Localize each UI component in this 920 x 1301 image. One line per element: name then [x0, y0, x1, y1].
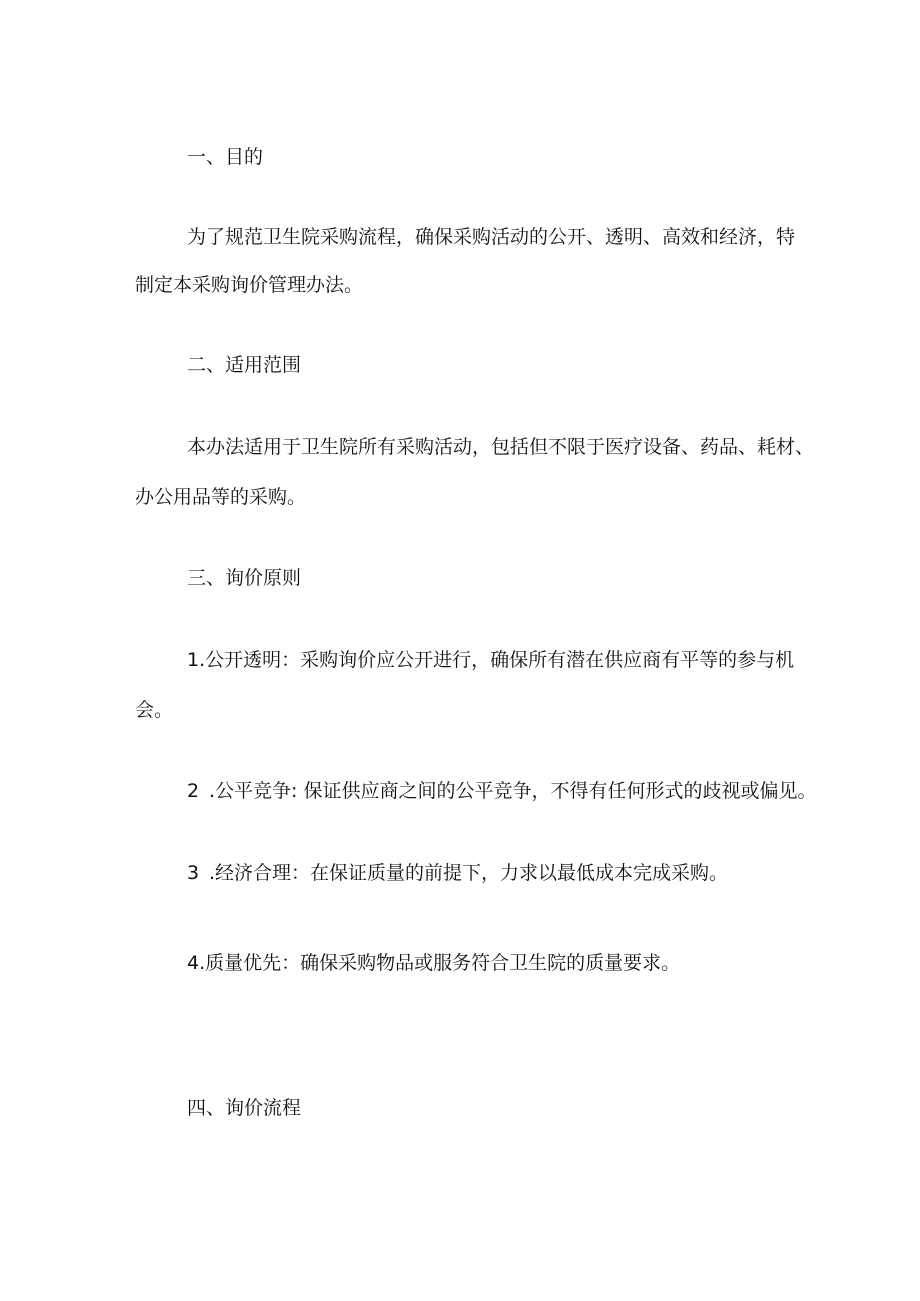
purpose-paragraph-line-1: 为了规范卫生院采购流程，确保采购活动的公开、透明、高效和经济，特: [187, 226, 796, 248]
section-heading-principles: 三、询价原则: [187, 567, 302, 589]
principle-item-3-text: .经济合理：在保证质量的前提下，力求以最低成本完成采购。: [209, 862, 729, 884]
principle-item-2-text: .公平竞争: 保证供应商之间的公平竞争，不得有任何形式的歧视或偏见。: [209, 780, 817, 802]
scope-paragraph-line-1: 本办法适用于卫生院所有采购活动，包括但不限于医疗设备、药品、耗材、: [187, 436, 815, 458]
principle-item-4: 4.质量优先：确保采购物品或服务符合卫生院的质量要求。: [187, 952, 681, 974]
section-heading-purpose: 一、目的: [187, 146, 264, 168]
purpose-paragraph-line-2: 制定本采购询价管理办法。: [135, 274, 364, 296]
principle-item-2: [187, 779, 816, 803]
principle-item-1-line-2: 会。: [135, 699, 174, 721]
section-heading-scope: 二、适用范围: [187, 354, 302, 376]
principle-item-3-number: 3: [187, 862, 200, 884]
section-heading-process: 四、询价流程: [187, 1097, 302, 1119]
principle-item-3: [187, 861, 728, 885]
principle-item-2-number: 2: [187, 780, 200, 802]
principle-item-1-line-1: 1.公开透明：采购询价应公开进行，确保所有潜在供应商有平等的参与机: [187, 649, 795, 671]
scope-paragraph-line-2: 办公用品等的采购。: [135, 486, 307, 508]
